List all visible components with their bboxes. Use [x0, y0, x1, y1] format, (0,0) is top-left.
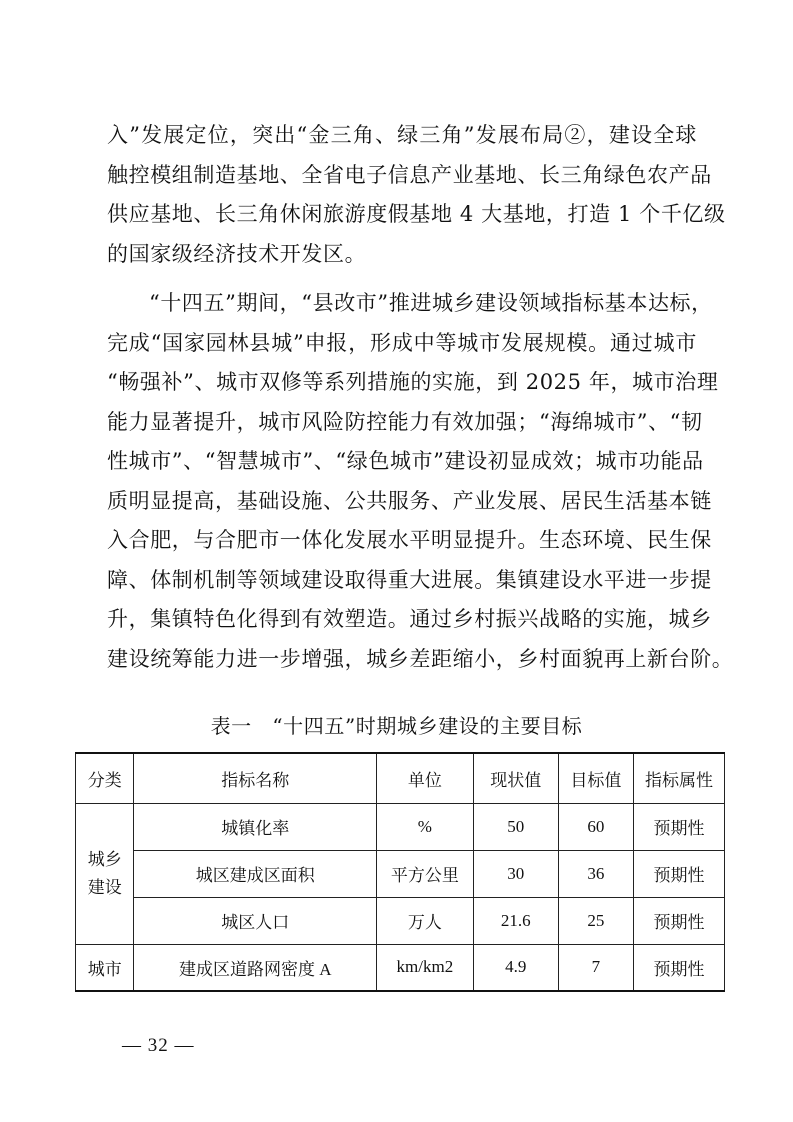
text-line: 能力显著提升，城市风险防控能力有效加强；“海绵城市”、“韧: [107, 409, 703, 434]
current-value-cell: 21.6: [473, 897, 558, 944]
current-value-cell: 50: [473, 803, 558, 850]
text-line: 质明显提高，基础设施、公共服务、产业发展、居民生活基本链: [107, 488, 712, 513]
text-line: 完成“国家园林县城”申报，形成中等城市发展规模。通过城市: [107, 330, 697, 355]
current-value-cell: 30: [473, 850, 558, 897]
header-indicator-name: 指标名称: [134, 753, 377, 803]
text-line: 入”发展定位，突出“金三角、绿三角”发展布局②，建设全球: [107, 123, 697, 147]
table-caption: 表一 “十四五”时期城乡建设的主要目标: [210, 714, 583, 738]
indicator-name-cell: 城区人口: [134, 897, 377, 944]
text-line: “十四五”期间，“县改市”推进城乡建设领域指标基本达标，: [149, 291, 713, 315]
indicator-name-cell: 城镇化率: [134, 803, 377, 850]
table-row: [76, 944, 725, 991]
target-value-cell: 36: [558, 850, 633, 897]
unit-cell: 万人: [377, 897, 473, 944]
unit-cell: 平方公里: [377, 850, 473, 897]
header-unit: 单位: [377, 753, 473, 803]
indicator-name-cell: 城区建成区面积: [134, 850, 377, 897]
page-number: — 32 —: [122, 1035, 195, 1056]
text-line: 触控模组制造基地、全省电子信息产业基地、长三角绿色农产品: [107, 162, 712, 187]
category-cell: 城市: [76, 944, 134, 991]
text-line: 障、体制机制等领域建设取得重大进展。集镇建设水平进一步提: [107, 567, 712, 592]
text-line: 的国家级经济技术开发区。: [107, 241, 367, 266]
table-row: [76, 850, 725, 897]
text-line: “畅强补”、城市双修等系列措施的实施，到 2025 年，城市治理: [107, 370, 719, 394]
text-line: 升，集镇特色化得到有效塑造。通过乡村振兴战略的实施，城乡: [107, 607, 712, 631]
target-value-cell: 60: [558, 803, 633, 850]
text-line: 建设统筹能力进一步增强，城乡差距缩小，乡村面貌再上新台阶。: [107, 646, 734, 671]
paragraph-2: [107, 284, 734, 679]
current-value-cell: 4.9: [473, 944, 558, 991]
attribute-cell: 预期性: [634, 803, 725, 850]
text-line: 供应基地、长三角休闲旅游度假基地 4 大基地，打造 1 个千亿级: [107, 202, 726, 226]
header-current-value: 现状值: [473, 753, 558, 803]
attribute-cell: 预期性: [634, 944, 725, 991]
unit-cell: km/km2: [377, 944, 473, 991]
attribute-cell: 预期性: [634, 850, 725, 897]
text-line: 入合肥，与合肥市一体化发展水平明显提升。生态环境、民生保: [107, 528, 712, 552]
indicator-name-cell: 建成区道路网密度 A: [134, 944, 377, 991]
category-cell: 城乡 建设: [76, 803, 134, 944]
table-row: [76, 897, 725, 944]
table-row: [76, 803, 725, 850]
targets-table: [75, 752, 725, 992]
header-attribute: 指标属性: [634, 753, 725, 803]
table-header-row: [76, 753, 725, 803]
unit-cell: %: [377, 803, 473, 850]
paragraph-1: [107, 116, 726, 274]
header-target-value: 目标值: [558, 753, 633, 803]
header-category: 分类: [76, 753, 134, 803]
text-line: 性城市”、“智慧城市”、“绿色城市”建设初显成效；城市功能品: [107, 449, 704, 473]
target-value-cell: 25: [558, 897, 633, 944]
target-value-cell: 7: [558, 944, 633, 991]
attribute-cell: 预期性: [634, 897, 725, 944]
